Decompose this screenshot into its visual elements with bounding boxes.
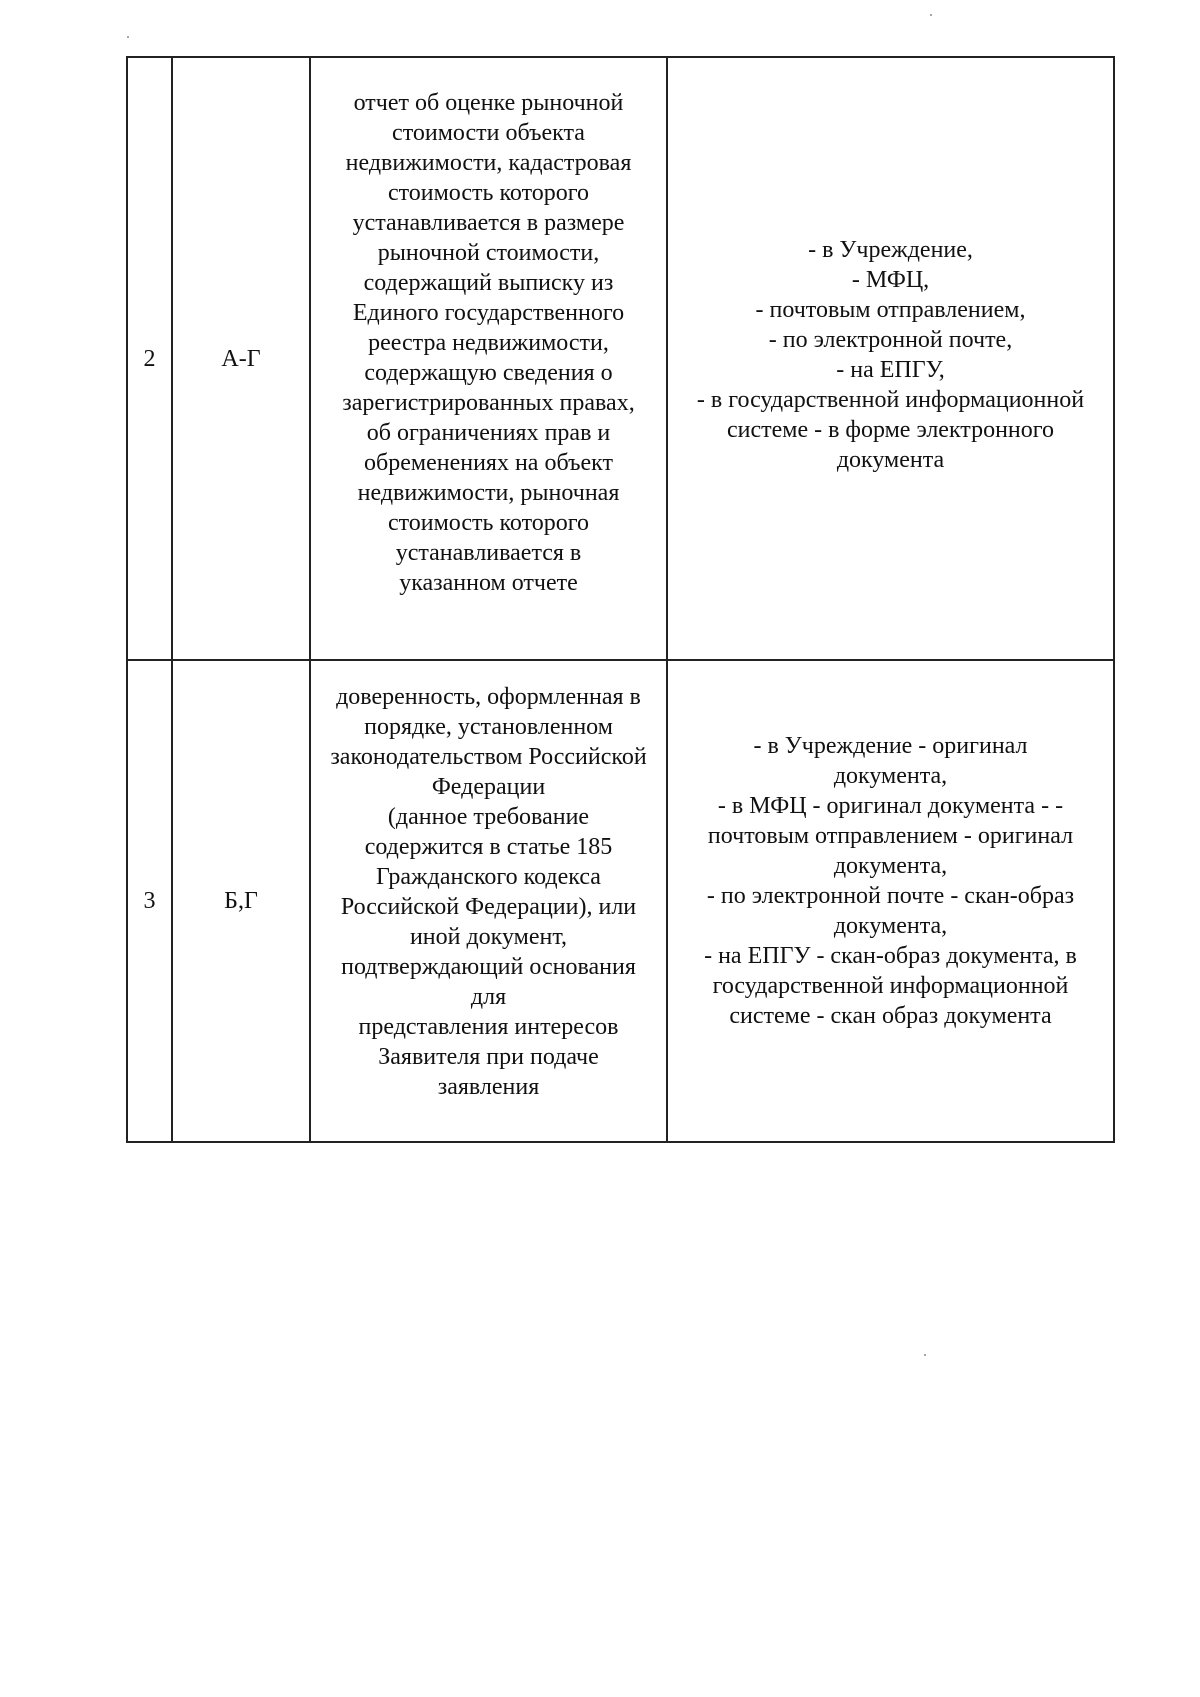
document-description: отчет об оценке рыночной стоимости объекта недвижимости, кадастровая стоимость которого устанавливается в размере рыночной стоимости, содержащий выписку из Единого государственного реестра недвижимости, содержащую сведения о зарегистрированных правах, об ограничениях прав и обременениях на объект недвижимости, рыночная стоимость которого устанавливается в указанном отчете bbox=[342, 89, 635, 596]
applicant-category-cell bbox=[172, 57, 310, 660]
row-number-cell bbox=[127, 57, 172, 660]
table-row bbox=[127, 57, 1114, 660]
scan-speck bbox=[924, 1354, 926, 1356]
submission-methods: - в Учреждение - оригинал документа, - в МФЦ - оригинал документа - - почтовым отправлением - оригинал документа, - по электронной почте - скан-образ документа, - на ЕПГУ - скан-образ документа, в государственной информационной системе - скан образ документа bbox=[704, 733, 1077, 1029]
scan-speck bbox=[127, 36, 129, 38]
applicant-category: Б,Г bbox=[224, 888, 258, 914]
row-number-cell bbox=[127, 660, 172, 1142]
document-description-cell bbox=[310, 660, 667, 1142]
submission-methods-cell bbox=[667, 57, 1114, 660]
row-number: 2 bbox=[143, 345, 156, 372]
submission-methods: - в Учреждение, - МФЦ, - почтовым отправлением, - по электронной почте, - на ЕПГУ, - в государственной информационной системе - в форме электронного документа bbox=[696, 236, 1085, 473]
scan-speck bbox=[930, 14, 932, 16]
applicant-category-cell bbox=[172, 660, 310, 1142]
document-description-cell bbox=[310, 57, 667, 660]
row-number: 3 bbox=[143, 888, 156, 914]
applicant-category: А-Г bbox=[221, 345, 261, 372]
submission-methods-cell bbox=[667, 660, 1114, 1142]
table-row bbox=[127, 660, 1114, 1142]
document-description: доверенность, оформленная в порядке, установленном законодательством Российской Федерации (данное требование содержится в статье 185 Гражданского кодекса Российской Федерации), или иной документ, подтверждающий основания для представления интересов Заявителя при подаче заявления bbox=[330, 684, 647, 1100]
requirements-table bbox=[126, 56, 1115, 1143]
